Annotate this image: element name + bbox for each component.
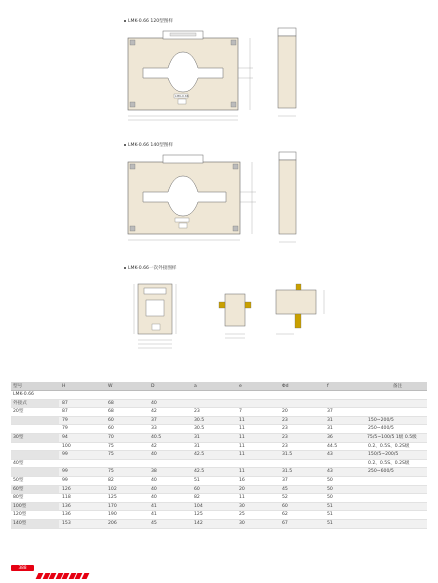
cell: 79 <box>59 416 105 425</box>
header-model: 型号 <box>11 382 59 391</box>
cell <box>279 399 324 408</box>
cell: 23 <box>279 416 324 425</box>
table-row <box>11 468 427 477</box>
cell: 51 <box>191 476 236 485</box>
figure-3-top-view <box>268 282 338 342</box>
cell <box>365 476 427 485</box>
cell: 40 <box>148 494 191 503</box>
cell: 82 <box>191 494 236 503</box>
table-row <box>11 425 427 434</box>
cell: 37 <box>324 408 365 417</box>
cell <box>236 399 279 408</box>
cell: 11 <box>236 451 279 460</box>
cell <box>59 459 105 468</box>
cell <box>11 442 59 451</box>
cell: 40型 <box>11 459 59 468</box>
cell: LMK-0.66 <box>11 391 59 400</box>
cell: 250~400/5 <box>365 425 427 434</box>
figure-3-caption-text: LMK-0.66一次外接图样 <box>128 266 177 271</box>
cell: 38 <box>148 468 191 477</box>
table-row <box>11 511 427 520</box>
cell: 75 <box>105 468 148 477</box>
cell: 30.5 <box>191 425 236 434</box>
cell: 31.5 <box>279 451 324 460</box>
cell: 31 <box>324 425 365 434</box>
cell: 60 <box>191 485 236 494</box>
cell: 100型 <box>11 502 59 511</box>
cell: 40 <box>148 485 191 494</box>
cell <box>324 399 365 408</box>
cell: 31 <box>191 442 236 451</box>
cell: 100 <box>59 442 105 451</box>
cell: 60 <box>279 502 324 511</box>
cell: 120型 <box>11 511 59 520</box>
cell <box>11 451 59 460</box>
cell <box>236 391 279 400</box>
cell <box>324 391 365 400</box>
cell: 11 <box>236 468 279 477</box>
cell: 136 <box>59 511 105 520</box>
cell: 82 <box>105 476 148 485</box>
cell: 41 <box>148 502 191 511</box>
header-a: a <box>191 382 236 391</box>
cell: 25 <box>236 511 279 520</box>
cell <box>148 391 191 400</box>
cell: 140型 <box>11 519 59 528</box>
header-f: f <box>324 382 365 391</box>
cell <box>365 494 427 503</box>
cell: 75 <box>105 442 148 451</box>
cell <box>11 416 59 425</box>
cell <box>148 459 191 468</box>
cell <box>324 459 365 468</box>
cell: 99 <box>59 468 105 477</box>
cell <box>279 391 324 400</box>
figure-2-caption <box>124 142 173 148</box>
cell: 50 <box>324 485 365 494</box>
cell <box>365 399 427 408</box>
cell <box>365 511 427 520</box>
table-row <box>11 519 427 528</box>
cell: 43 <box>324 451 365 460</box>
table-header-row <box>11 382 427 391</box>
cell: 51 <box>324 519 365 528</box>
cell: 45 <box>279 485 324 494</box>
cell: 42.5 <box>191 468 236 477</box>
cell: 87 <box>59 399 105 408</box>
cell: 60 <box>105 416 148 425</box>
cell <box>279 459 324 468</box>
cell: 31.5 <box>279 468 324 477</box>
cell: 33 <box>148 425 191 434</box>
header-remark: 备注 <box>365 382 427 391</box>
cell: 37 <box>279 476 324 485</box>
cell: 68 <box>105 399 148 408</box>
page-number-badge: 388 <box>11 565 34 571</box>
bullet-icon <box>124 144 126 146</box>
cell: 36 <box>324 433 365 442</box>
cell: 75/5~100/5 1级 0.5级 <box>365 433 427 442</box>
cell <box>11 425 59 434</box>
cell <box>11 468 59 477</box>
header-phid: Φd <box>279 382 324 391</box>
cell: 62 <box>279 511 324 520</box>
cell: 31 <box>191 433 236 442</box>
cell <box>191 459 236 468</box>
figure-2-caption-text: LMK-0.66 140型图样 <box>128 143 173 148</box>
cell: 37 <box>148 416 191 425</box>
cell: 50 <box>324 494 365 503</box>
cell: 94 <box>59 433 105 442</box>
cell: 42 <box>148 408 191 417</box>
table-row <box>11 433 427 442</box>
cell: 40.5 <box>148 433 191 442</box>
cell <box>236 459 279 468</box>
cell: 41 <box>148 511 191 520</box>
header-h: H <box>59 382 105 391</box>
cell: 40 <box>148 476 191 485</box>
cell <box>191 399 236 408</box>
table-row <box>11 399 427 408</box>
cell: 50型 <box>11 476 59 485</box>
table-row <box>11 451 427 460</box>
cell: 99 <box>59 451 105 460</box>
cell: 11 <box>236 494 279 503</box>
table-row <box>11 476 427 485</box>
cell: 50 <box>324 476 365 485</box>
cell: 52 <box>279 494 324 503</box>
cell: 11 <box>236 442 279 451</box>
cell: 11 <box>236 425 279 434</box>
table-row <box>11 494 427 503</box>
cell <box>105 459 148 468</box>
table-row <box>11 408 427 417</box>
cell: 11 <box>236 416 279 425</box>
cell: 68 <box>105 408 148 417</box>
cell: 23 <box>279 425 324 434</box>
cell: 16 <box>236 476 279 485</box>
cell: 11 <box>236 433 279 442</box>
cell: 60 <box>105 425 148 434</box>
cell: 42 <box>148 442 191 451</box>
cell: 0.2、0.5S、0.2S级 <box>365 442 427 451</box>
header-e: e <box>236 382 279 391</box>
table-row <box>11 391 427 400</box>
cell: 104 <box>191 502 236 511</box>
bullet-icon <box>124 267 126 269</box>
cell: 190 <box>105 511 148 520</box>
cell: 0.2、0.5S、0.2S级 <box>365 459 427 468</box>
cell: 40 <box>148 451 191 460</box>
figure-3-caption <box>124 265 177 271</box>
cell <box>365 502 427 511</box>
header-w: W <box>105 382 148 391</box>
cell: 87 <box>59 408 105 417</box>
cell: 42.5 <box>191 451 236 460</box>
spec-table <box>11 382 427 529</box>
table-row <box>11 502 427 511</box>
cell <box>365 485 427 494</box>
figure-1-caption <box>124 18 173 24</box>
nameplate-label: LMK-0.66 <box>175 94 189 98</box>
cell: 31 <box>324 416 365 425</box>
header-d: D <box>148 382 191 391</box>
cell: 23 <box>191 408 236 417</box>
cell: 80型 <box>11 494 59 503</box>
cell: 102 <box>105 485 148 494</box>
cell <box>59 391 105 400</box>
cell <box>105 391 148 400</box>
cell: 99 <box>59 476 105 485</box>
figure-3-side-view <box>215 290 255 350</box>
cell: 30型 <box>11 433 59 442</box>
cell: 30 <box>236 502 279 511</box>
cell: 30.5 <box>191 416 236 425</box>
cell: 51 <box>324 511 365 520</box>
figure-1-side-view <box>272 28 302 123</box>
cell: 206 <box>105 519 148 528</box>
cell <box>365 391 427 400</box>
cell: 136 <box>59 502 105 511</box>
cell: 67 <box>279 519 324 528</box>
cell: 150/5~200/5 <box>365 451 427 460</box>
cell <box>365 408 427 417</box>
cell: 75 <box>105 451 148 460</box>
cell: 40 <box>148 399 191 408</box>
cell: 44.5 <box>324 442 365 451</box>
cell: 20 <box>236 485 279 494</box>
cell: 20 <box>279 408 324 417</box>
figure-2-front-view <box>118 150 268 250</box>
cell: 23 <box>279 433 324 442</box>
cell: 23 <box>279 442 324 451</box>
cell: 170 <box>105 502 148 511</box>
figure-1-caption-text: LMK-0.66 120型图样 <box>128 19 173 24</box>
bullet-icon <box>124 20 126 22</box>
cell: 51 <box>324 502 365 511</box>
cell: 45 <box>148 519 191 528</box>
table-row <box>11 485 427 494</box>
cell: 70 <box>105 433 148 442</box>
table-row <box>11 442 427 451</box>
cell: 60型 <box>11 485 59 494</box>
cell: 118 <box>59 494 105 503</box>
decorative-stripes <box>37 564 89 572</box>
figure-2-side-view <box>272 152 302 247</box>
cell: 30 <box>236 519 279 528</box>
cell: 153 <box>59 519 105 528</box>
cell: 126 <box>59 485 105 494</box>
cell: 142 <box>191 519 236 528</box>
cell: 250~600/5 <box>365 468 427 477</box>
cell <box>191 391 236 400</box>
cell: 125 <box>191 511 236 520</box>
figure-3-front-view <box>126 276 182 358</box>
table-row <box>11 459 427 468</box>
cell: 外接式 <box>11 399 59 408</box>
cell <box>365 519 427 528</box>
cell: 43 <box>324 468 365 477</box>
cell: 79 <box>59 425 105 434</box>
cell: 20型 <box>11 408 59 417</box>
figure-1-front-view <box>118 30 268 130</box>
table-row <box>11 416 427 425</box>
cell: 7 <box>236 408 279 417</box>
cell: 125 <box>105 494 148 503</box>
cell: 150~200/5 <box>365 416 427 425</box>
